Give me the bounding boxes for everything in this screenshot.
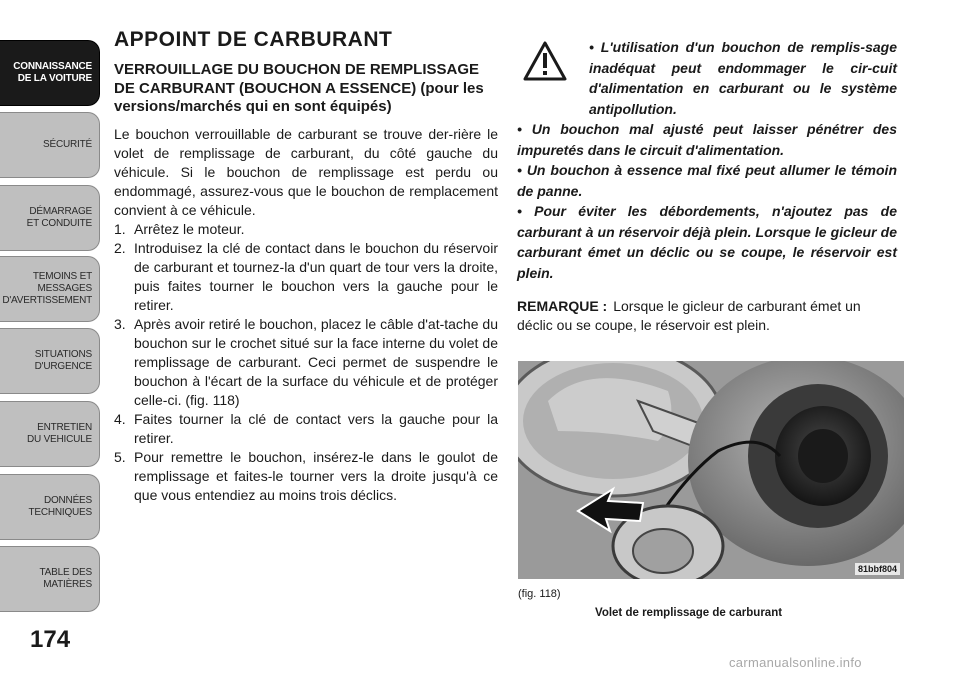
- tab-connaissance-voiture[interactable]: CONNAISSANCE DE LA VOITURE: [0, 40, 100, 106]
- chapter-sidebar: [0, 0, 106, 678]
- warning-item: • L'utilisation d'un bouchon de remplis-sage inadéquat peut endommager le cir-cuit d'alimentation en carburant ou le système antipollution.: [589, 39, 897, 117]
- list-item: [114, 220, 498, 239]
- tab-securite[interactable]: SÉCURITÉ: [0, 112, 100, 178]
- section-title: APPOINT DE CARBURANT: [114, 28, 393, 51]
- tab-entretien-vehicule[interactable]: ENTRETIEN DU VEHICULE: [0, 401, 100, 467]
- step-text: Pour remettre le bouchon, insérez-le dans le goulot de remplissage et faites-le tourner vers la droite jusqu'à ce que vous entendiez au moins trois déclics.: [134, 448, 498, 503]
- tab-temoins-messages[interactable]: TEMOINS ET MESSAGES D'AVERTISSEMENT: [0, 256, 100, 322]
- warning-triangle-icon: [523, 41, 567, 81]
- right-column: [517, 37, 897, 335]
- remark-text: Lorsque le gicleur de carburant émet un déclic ou se coupe, le réservoir est plein.: [517, 298, 861, 333]
- section-subtitle: VERROUILLAGE DU BOUCHON DE REMPLISSAGE DE CARBURANT (BOUCHON A ESSENCE) (pour les versions/marchés qui en sont équipés): [114, 61, 484, 115]
- left-column: [114, 28, 498, 505]
- list-item: [114, 239, 498, 315]
- watermark: carmanualsonline.info: [729, 655, 862, 670]
- fuel-door-figure: [518, 361, 904, 579]
- list-item: [114, 410, 498, 448]
- tab-situations-urgence[interactable]: SITUATIONS D'URGENCE: [0, 328, 100, 394]
- step-number: 5.: [114, 448, 126, 465]
- tab-donnees-techniques[interactable]: DONNÉES TECHNIQUES: [0, 474, 100, 540]
- tab-demarrage-conduite[interactable]: DÉMARRAGE ET CONDUITE: [0, 185, 100, 251]
- step-text: Introduisez la clé de contact dans le bouchon du réservoir de carburant et tournez-la d'un quart de tour vers la droite, puis faites tourner le bouchon vers la gauche pour le retirer.: [134, 239, 498, 313]
- tab-table-matieres[interactable]: TABLE DES MATIÈRES: [0, 546, 100, 612]
- step-text: Après avoir retiré le bouchon, placez le câble d'at-tache du bouchon sur le crochet situé sur la face interne du volet de remplissage de carburant. Ceci permet de suspendre le bouchon à l'écart de la surface du véhicule et de protéger celle-ci. (fig. 118): [134, 315, 498, 408]
- figure-code: 81bbf804: [855, 563, 900, 575]
- steps-list: [114, 220, 498, 505]
- warning-box: [517, 37, 897, 283]
- list-item: [114, 315, 498, 410]
- warning-item: • Un bouchon mal ajusté peut laisser pénétrer des impuretés dans le circuit d'alimentation.: [517, 121, 897, 158]
- figure-reference: (fig. 118): [518, 588, 561, 600]
- step-text: Faites tourner la clé de contact vers la gauche pour la retirer.: [134, 410, 498, 446]
- fuel-door-illustration: [518, 361, 904, 579]
- step-number: 3.: [114, 315, 126, 332]
- remark-paragraph: [517, 297, 897, 335]
- remark-label: REMARQUE :: [517, 298, 608, 314]
- step-number: 1.: [114, 220, 126, 237]
- figure-caption: Volet de remplissage de carburant: [595, 607, 783, 619]
- intro-paragraph: Le bouchon verrouillable de carburant se trouve der-rière le volet de remplissage de carburant, du côté gauche du véhicule. Si le bouchon de remplissage est perdu ou endommagé, assurez-vous que le bouchon de remplacement convient à ce véhicule.: [114, 125, 498, 218]
- step-number: 2.: [114, 239, 126, 256]
- step-text: Arrêtez le moteur.: [134, 220, 245, 237]
- page-number: 174: [30, 626, 71, 653]
- warning-item: • Un bouchon à essence mal fixé peut allumer le témoin de panne.: [517, 162, 897, 199]
- list-item: [114, 448, 498, 505]
- step-number: 4.: [114, 410, 126, 427]
- warning-item: • Pour éviter les débordements, n'ajoutez pas de carburant à un réservoir déjà plein. Lorsque le gicleur de carburant émet un déclic ou se coupe, le réservoir est plein.: [517, 203, 897, 281]
